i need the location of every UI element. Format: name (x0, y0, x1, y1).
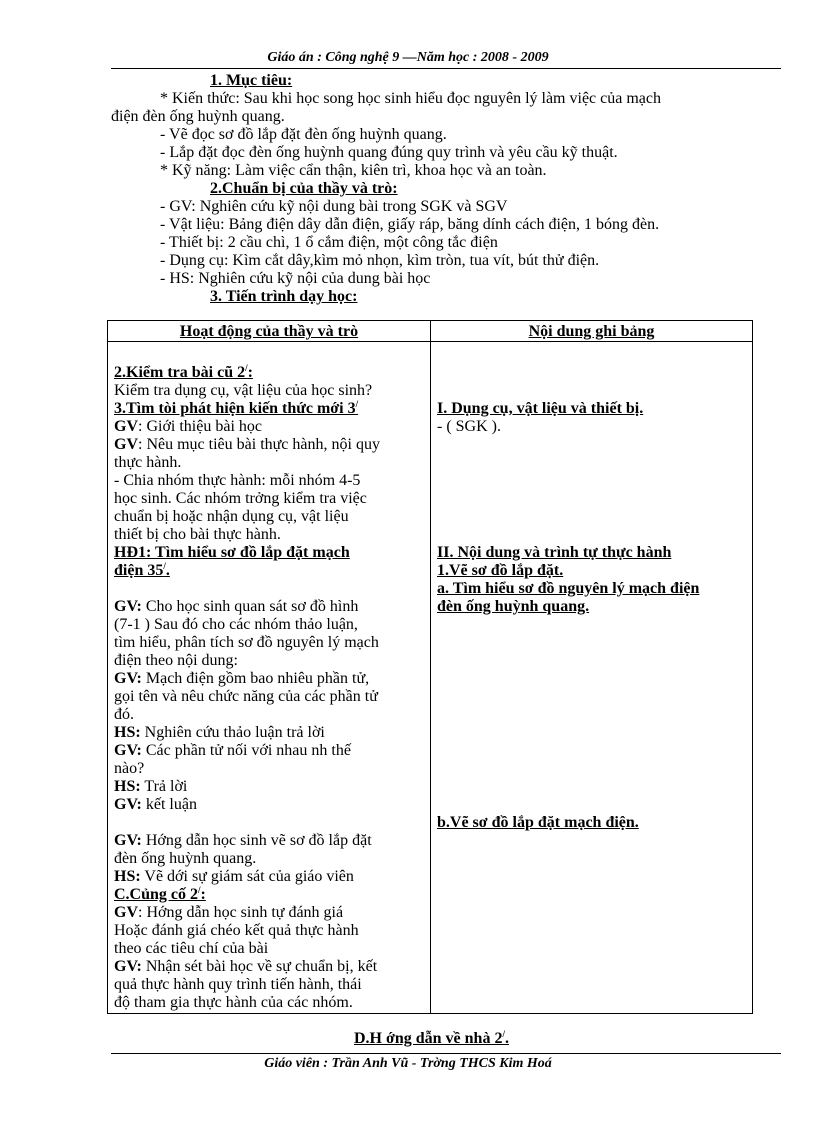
left-line: 2.Kiểm tra bài cũ 2/: (114, 363, 253, 381)
left-line: Kiểm tra dụng cụ, vật liệu của học sinh? (114, 382, 373, 399)
right-line: - ( SGK ). (437, 418, 501, 435)
skill-line-1: - Vẽ đọc sơ đồ lắp đặt đèn ống huỳnh quang. (160, 126, 447, 143)
left-line: GV: Nêu mục tiêu bài thực hành, nội quy (114, 436, 380, 453)
left-line: thiết bị cho bài thực hành. (114, 526, 281, 543)
footer-rule (111, 1053, 781, 1054)
prep-line-3: - Thiết bị: 2 cầu chì, 1 ổ cắm điện, một công tắc điện (160, 234, 498, 251)
homework-title: D.H ớng dẫn về nhà 2/. (354, 1029, 509, 1047)
right-line: b.Vẽ sơ đồ lắp đặt mạch điện. (437, 814, 639, 831)
left-line: điện 35/. (114, 561, 170, 579)
left-line: GV: Giới thiệu bài học (114, 418, 262, 435)
left-line: (7-1 ) Sau đó cho các nhóm thảo luận, (114, 616, 358, 633)
prep-line-5: - HS: Nghiên cứu kỹ nội của dung bài học (160, 270, 431, 287)
right-line: 1.Vẽ sơ đồ lắp đặt. (437, 562, 564, 579)
table-header-row (108, 321, 753, 342)
skill-line-2: - Lắp đặt đọc đèn ống huỳnh quang đúng quy trình và yêu cầu kỹ thuật. (160, 144, 618, 161)
knowledge-line-2: điện đèn ống huỳnh quang. (111, 108, 285, 125)
left-line: điện theo nội dung: (114, 652, 238, 669)
skill-line-3: * Kỹ năng: Làm việc cẩn thận, kiên trì, khoa học và an toàn. (160, 162, 547, 179)
knowledge-line-1: * Kiến thức: Sau khi học song học sinh hiểu đọc nguyên lý làm việc của mạch (160, 90, 661, 107)
left-line: HS: Trả lời (114, 778, 188, 795)
left-line: chuẩn bị hoặc nhận dụng cụ, vật liệu (114, 508, 349, 525)
left-line: thực hành. (114, 454, 182, 471)
section-objectives-title: 1. Mục tiêu: (210, 72, 293, 89)
right-line: II. Nội dung và trình tự thực hành (437, 544, 672, 561)
right-line: a. Tìm hiểu sơ đồ nguyên lý mạch điện (437, 580, 700, 597)
left-line: độ tham gia thực hành của các nhóm. (114, 994, 353, 1011)
left-line: C.Củng cố 2/: (114, 885, 206, 903)
right-line: đèn ống huỳnh quang. (437, 598, 590, 615)
left-line: đó. (114, 706, 134, 723)
left-line: GV: kết luận (114, 796, 197, 813)
prep-line-2: - Vật liệu: Bảng điện dây dẫn điện, giấy ráp, băng dính cách điện, 1 bóng đèn. (160, 216, 660, 233)
left-line: GV: Hớng dẫn học sinh vẽ sơ đồ lắp đặt (114, 832, 372, 849)
left-line: GV: Các phần tử nối với nhau nh thế (114, 742, 351, 759)
col-header-activities: Hoạt động của thầy và trò (108, 321, 431, 342)
left-line: đèn ống huỳnh quang. (114, 850, 257, 867)
table-body-row (108, 342, 753, 1014)
right-line: I. Dụng cụ, vật liệu và thiết bị. (437, 400, 644, 417)
left-line: quả thực hành quy trình tiến hành, thái (114, 976, 362, 993)
header-rule (111, 68, 781, 69)
prep-line-1: - GV: Nghiên cứu kỹ nội dung bài trong SGK và SGV (160, 198, 508, 215)
left-line: 3.Tìm tòi phát hiện kiến thức mới 3/ (114, 399, 359, 417)
left-line: GV: Nhận sét bài học về sự chuẩn bị, kết (114, 958, 378, 975)
left-line: Hoặc đánh giá chéo kết quả thực hành (114, 922, 359, 939)
section-process-title: 3. Tiến trình dạy học: (210, 288, 358, 305)
left-line: - Chia nhóm thực hành: mỗi nhóm 4-5 (114, 472, 361, 489)
col-header-board-content: Nội dung ghi bảng (431, 321, 753, 342)
left-line: HS: Nghiên cứu thảo luận trả lời (114, 724, 325, 741)
left-line: GV: Hớng dẫn học sinh tự đánh giá (114, 904, 344, 921)
board-content-cell (431, 342, 753, 1014)
left-line: HĐ1: Tìm hiểu sơ đồ lắp đặt mạch (114, 544, 350, 561)
left-line: GV: Cho học sinh quan sát sơ đồ hình (114, 598, 359, 615)
left-line: nào? (114, 760, 145, 777)
left-line: học sinh. Các nhóm trởng kiểm tra việc (114, 490, 367, 507)
page-header: Giáo án : Công nghệ 9 —Năm học : 2008 - 2009 (267, 50, 549, 65)
left-line: HS: Vẽ dới sự giám sát của giáo viên (114, 868, 354, 885)
prep-line-4: - Dụng cụ: Kìm cắt dây,kìm mỏ nhọn, kìm tròn, tua vít, bút thử điện. (160, 252, 600, 269)
left-line: GV: Mạch điện gồm bao nhiêu phần tử, (114, 670, 370, 687)
left-line: theo các tiêu chí của bài (114, 940, 269, 957)
activities-cell (108, 342, 431, 1014)
page-footer: Giáo viên : Trần Anh Vũ - Trờng THCS Kim Hoá (264, 1056, 552, 1071)
left-line: gọi tên và nêu chức năng của các phần tử (114, 688, 378, 705)
section-preparation-title: 2.Chuẩn bị của thầy và trò: (210, 180, 398, 197)
lesson-table (107, 320, 753, 1014)
left-line: tìm hiểu, phân tích sơ đồ nguyên lý mạch (114, 634, 379, 651)
